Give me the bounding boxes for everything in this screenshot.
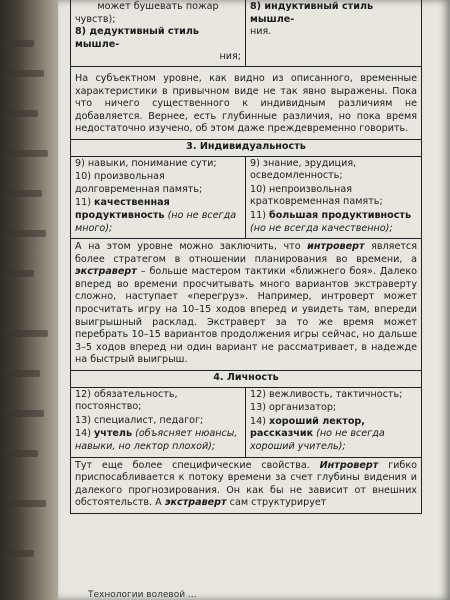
item-number: 14) bbox=[75, 428, 91, 440]
list-item bbox=[75, 428, 241, 453]
paragraph-subject-level: На субъектном уровне, как видно из описанного, временные характеристики в привычном виде не так явно выражены. Пока что ничего существенного к индивидным различиям не добавляется. Вернее, есть глубинные различия, но пока время недостаточно изучено, об этом даже преждевременно говорить. bbox=[70, 67, 422, 140]
list-item: 10) произвольная долговременная память; bbox=[75, 171, 203, 195]
item-8-right: 8) индуктивный стиль мышле- bbox=[250, 1, 374, 25]
list-item: 9) знание, эрудиция, осведомленность; bbox=[250, 157, 357, 182]
page-footer: Технологии волевой ... bbox=[88, 590, 197, 600]
paragraph-strategy bbox=[70, 239, 422, 371]
line: чувств); bbox=[75, 13, 116, 25]
item-italic-text: (но не всегда много); bbox=[75, 209, 237, 234]
cell-left-individuality bbox=[71, 157, 246, 239]
list-item: 13) организатор; bbox=[250, 402, 337, 414]
list-item bbox=[250, 210, 417, 235]
line: может бушевать пожар bbox=[97, 1, 219, 12]
item-number: 11) bbox=[75, 197, 91, 209]
list-item: 12) вежливость, тактичность; bbox=[250, 388, 403, 400]
item-8-left: 8) дедуктивный стиль мышле- bbox=[75, 26, 199, 50]
item-number: 11) bbox=[250, 209, 266, 221]
cell-introvert-8 bbox=[246, 0, 421, 66]
page-content bbox=[70, 0, 422, 514]
book-spine-adjacent-page bbox=[0, 0, 64, 600]
section-heading-personality: 4. Личность bbox=[70, 371, 422, 388]
table-row-individuality bbox=[70, 157, 422, 240]
item-italic-text: (но не всегда хороший учитель); bbox=[250, 428, 385, 452]
paragraph-specific-properties bbox=[70, 458, 422, 514]
term-introvert: Интроверт bbox=[319, 459, 379, 471]
item-bold-text: качественная продуктивность bbox=[75, 197, 170, 221]
text: гибко приспосабливается к потоку времени за счет глубины видения и далекого прогнозирования. Он как бы не зависит от внешних обстоятельств. А bbox=[75, 459, 417, 509]
cell-extravert-8 bbox=[71, 0, 246, 66]
item-italic-text: (но не всегда качественно); bbox=[250, 222, 393, 234]
cell-left-personality bbox=[71, 388, 246, 457]
item-8-right-end: ния. bbox=[250, 26, 272, 38]
item-italic-text: (объясняет нюансы, навыки, но лектор плохой); bbox=[75, 428, 238, 452]
item-bold-text: хороший лектор, рассказчик bbox=[250, 415, 365, 440]
table-row-personality bbox=[70, 388, 422, 458]
table-row-8 bbox=[70, 0, 422, 67]
text: А на этом уровне можно заключить, что bbox=[75, 241, 301, 253]
book-page bbox=[58, 0, 450, 600]
text: – больше мастером тактики «ближнего боя». Далеко вперед во времени просчитывать много вариантов экстраверту сложно, наступает «перегруз». Например, интроверт может просчитать игру на 10–15 ходов вперед и увидеть там, впереди выигрышный расклад. Экстраверт за то же время может перебрать 10–15 вариантов продолжения игры сейчас, но дальше 3–5 ходов вперед ни один вариант не рассматривает, в надежде на быстрый выигрыш. bbox=[75, 266, 417, 366]
list-item: 13) специалист, педагог; bbox=[75, 414, 204, 426]
text: сам структурирует bbox=[229, 497, 327, 509]
term-introvert: интроверт bbox=[307, 241, 365, 253]
term-extravert: экстраверт bbox=[164, 497, 227, 509]
item-number: 14) bbox=[250, 415, 266, 427]
list-item: 9) навыки, понимание сути; bbox=[75, 157, 217, 169]
list-item: 12) обязательность, постоянство; bbox=[75, 388, 178, 413]
list-item: 10) непроизвольная кратковременная память; bbox=[250, 183, 383, 208]
section-heading-individuality: 3. Индивидуальность bbox=[70, 140, 422, 157]
list-item bbox=[250, 416, 417, 454]
list-item bbox=[75, 197, 241, 235]
cell-right-individuality bbox=[246, 157, 421, 239]
term-extravert: экстраверт bbox=[75, 266, 137, 278]
text: Тут еще более специфические свойства. bbox=[75, 459, 310, 471]
item-8-left-end: ния; bbox=[219, 51, 241, 63]
item-bold-text: учтель bbox=[94, 428, 133, 440]
cell-right-personality bbox=[246, 388, 421, 457]
text: является более стратегом в отношении планирования во времени, а bbox=[75, 241, 417, 265]
item-bold-text: большая продуктивность bbox=[269, 209, 412, 221]
